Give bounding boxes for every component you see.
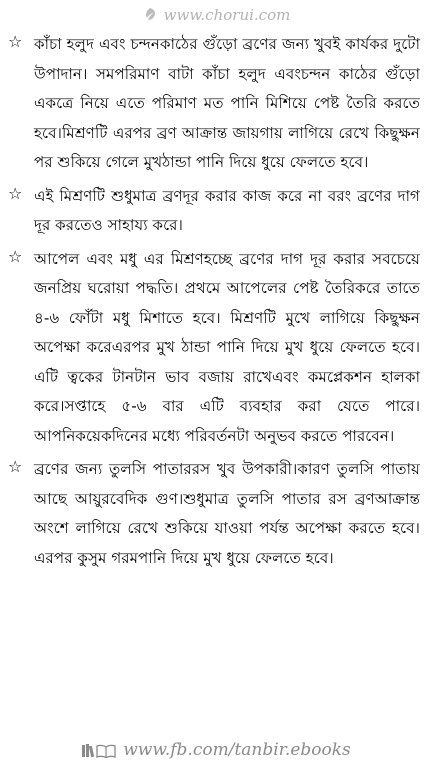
leaf-logo-icon <box>142 7 158 23</box>
star-bullet-icon: ☆ <box>8 457 23 476</box>
tip-item <box>0 455 432 573</box>
site-url[interactable]: www.chorui.com <box>163 6 291 24</box>
tip-item <box>0 245 432 452</box>
tip-text: ব্রণের জন্য তুলসি পাতাররস খুব উপকারী।কারণ তুলসি পাতায় আছে আয়ুরবেদিক গুণ।শুধুমাত্র তুলসি পাতার রস ব্রণআক্রান্ত অংশে লাগিয়ে রেখে শুকিয়ে যাওয়া পর্যন্ত অপেক্ষা করতে হবে।এরপর কুসুম গরমপানি দিয়ে মুখ ধুয়ে ফেলতে হবে। <box>34 460 420 567</box>
star-bullet-icon: ☆ <box>8 246 23 266</box>
tip-text: আপেল এবং মধু এর মিশ্রণহচ্ছে ব্রণের দাগ দূর করার সবচেয়ে জনপ্রিয় ঘরোয়া পদ্ধতি। প্রথমে আপেলের পেষ্ট তৈরিকরে তাতে ৪-৬ ফোঁটা মধু মিশাতে হবে। মিশ্রণটি মুখে লাগিয়ে কিছুক্ষন অপেক্ষা করেএরপর মুখ ঠান্ডা পানি দিয়ে মুখ ধুয়ে ফেলতে হবে। এটি ত্বকের টানটান ভাব বজায় রাখেএবং কমপ্লেকশন হালকা করে।সপ্তাহে ৫-৬ বার এটি ব্যবহার করা যেতে পারে। আপনিকয়েকদিনের মধ্যে পরিবর্তনটা অনুভব করতে পারবেন। <box>34 249 420 445</box>
facebook-link[interactable]: www.fb.com/tanbir.ebooks <box>123 740 351 760</box>
page-footer <box>0 732 432 768</box>
tip-item <box>0 30 432 178</box>
tip-text: এই মিশ্রণটি শুধুমাত্র ব্রণদূর করার কাজ করে না বরং ব্রণের দাগ দূর করতেও সাহায্য করে। <box>34 186 420 234</box>
tip-text: কাঁচা হলুদ এবং চন্দনকাঠের গুঁড়ো ব্রণের জন্য খুবই কার্যকর দুটো উপাদান। সমপরিমাণ বাটা কাঁচা হলুদ এবংচন্দন কাঠের গুঁড়ো একত্রে নিয়ে এতে পরিমাণ মত পানি মিশিয়ে পেষ্ট তৈরি করতে হবে।মিশ্রণটি এরপর ব্রণ আক্রান্ত জায়গায় লাগিয়ে রেখে কিছুক্ষন পর শুকিয়ে গেলে মুখঠান্ডা পানি দিয়ে ধুয়ে ফেলতে হবে। <box>34 35 420 171</box>
site-header <box>0 0 432 30</box>
star-bullet-icon: ☆ <box>8 32 23 51</box>
tip-item <box>0 182 432 241</box>
article-body <box>0 30 432 724</box>
books-icon <box>81 742 117 758</box>
star-bullet-icon: ☆ <box>8 183 23 203</box>
